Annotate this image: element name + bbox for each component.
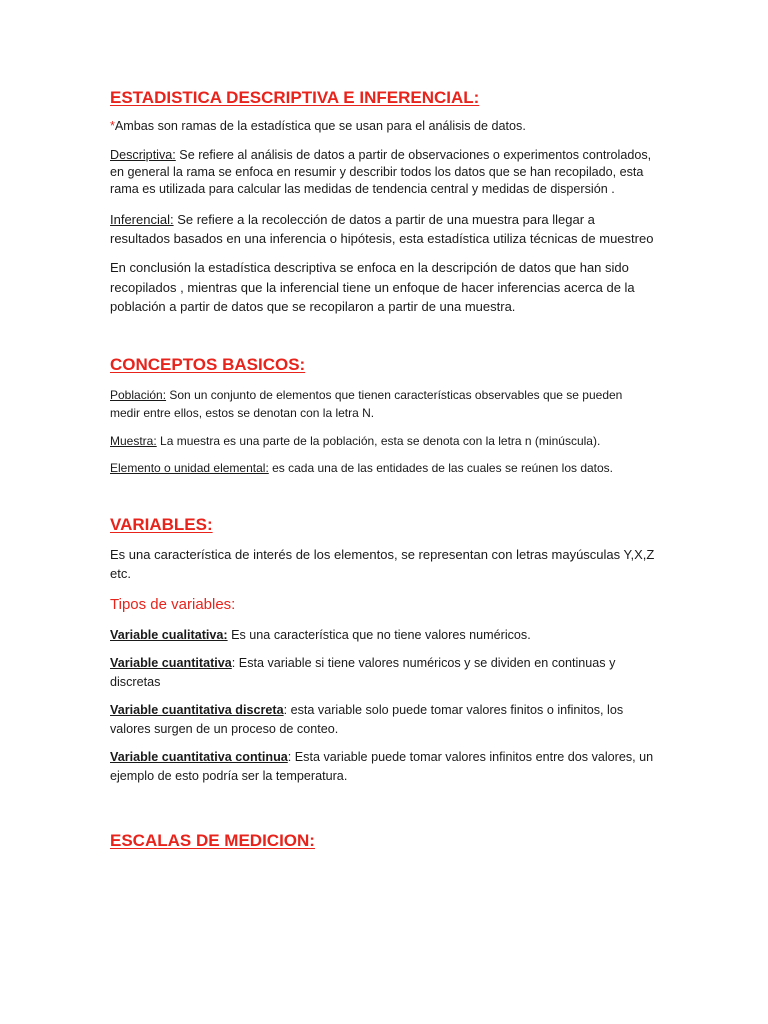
poblacion-paragraph <box>110 386 655 423</box>
poblacion-term: Población: <box>110 387 167 402</box>
continua-term: Variable cuantitativa continua <box>110 750 288 764</box>
variables-intro: Es una característica de interés de los elementos, se representan con letras mayúsculas Y,X,Z etc. <box>110 546 655 581</box>
asterisk-mark: * <box>110 119 115 133</box>
section-heading-estadistica: ESTADISTICA DESCRIPTIVA E INFERENCIAL: <box>110 88 480 107</box>
conclusion-paragraph: En conclusión la estadística descriptiva se enfoca en la descripción de datos que han sido recopilados , mientras que la inferencial tiene un enfoque de hacer inferencias acerca de la población a partir de datos que se recopilaron a partir de una muestra. <box>110 260 635 314</box>
discreta-paragraph <box>110 701 655 738</box>
descriptiva-text: Se refiere al análisis de datos a partir de observaciones o experimentos controlados, en general la rama se enfoca en resumir y describir todos los datos que se han recopilado, esta rama es utilizada para calcular las medidas de tendencia central y medidas de dispersión . <box>110 148 652 196</box>
section-heading-conceptos: CONCEPTOS BASICOS: <box>110 354 306 374</box>
cuantitativa-text: : Esta variable si tiene valores numéricos y se dividen en continuas y discretas <box>110 656 616 689</box>
intro-text: Ambas son ramas de la estadística que se usan para el análisis de datos. <box>114 119 526 133</box>
elemento-text: es cada una de las entidades de las cuales se reúnen los datos. <box>268 461 614 475</box>
intro-paragraph <box>110 118 655 135</box>
inferencial-paragraph <box>110 210 655 248</box>
document-content <box>110 86 655 853</box>
muestra-paragraph <box>110 432 655 451</box>
elemento-term: Elemento o unidad elemental: <box>110 461 269 475</box>
section-heading-variables: VARIABLES: <box>110 514 213 534</box>
muestra-text: La muestra es una parte de la población, esta se denota con la letra n (minúscula). <box>156 433 601 448</box>
cualitativa-text: Es una característica que no tiene valores numéricos. <box>227 627 531 642</box>
discreta-text: : esta variable solo puede tomar valores finitos o infinitos, los valores surgen de un proceso de conteo. <box>110 703 624 736</box>
poblacion-text: Son un conjunto de elementos que tienen características observables que se pueden medir entre ellos, estos se denotan con la letra N. <box>110 387 623 420</box>
cuantitativa-term: Variable cuantitativa <box>110 656 232 670</box>
descriptiva-paragraph <box>110 147 655 198</box>
cuantitativa-paragraph <box>110 654 655 691</box>
muestra-term: Muestra: <box>110 433 157 448</box>
descriptiva-term: Descriptiva: <box>110 148 176 162</box>
inferencial-term: Inferencial: <box>110 212 174 227</box>
inferencial-text: Se refiere a la recolección de datos a partir de una muestra para llegar a resultados basados en una inferencia o hipótesis, esta estadística utiliza técnicas de muestreo <box>110 212 654 246</box>
continua-text: : Esta variable puede tomar valores infinitos entre dos valores, un ejemplo de esto podría ser la temperatura. <box>110 750 654 783</box>
cualitativa-paragraph <box>110 626 655 645</box>
discreta-term: Variable cuantitativa discreta <box>110 703 284 717</box>
cualitativa-term: Variable cualitativa: <box>110 627 228 642</box>
elemento-paragraph <box>110 459 655 478</box>
section-heading-escalas: ESCALAS DE MEDICION: <box>110 831 315 850</box>
tipos-variables-heading: Tipos de variables: <box>110 595 236 613</box>
continua-paragraph <box>110 748 655 785</box>
